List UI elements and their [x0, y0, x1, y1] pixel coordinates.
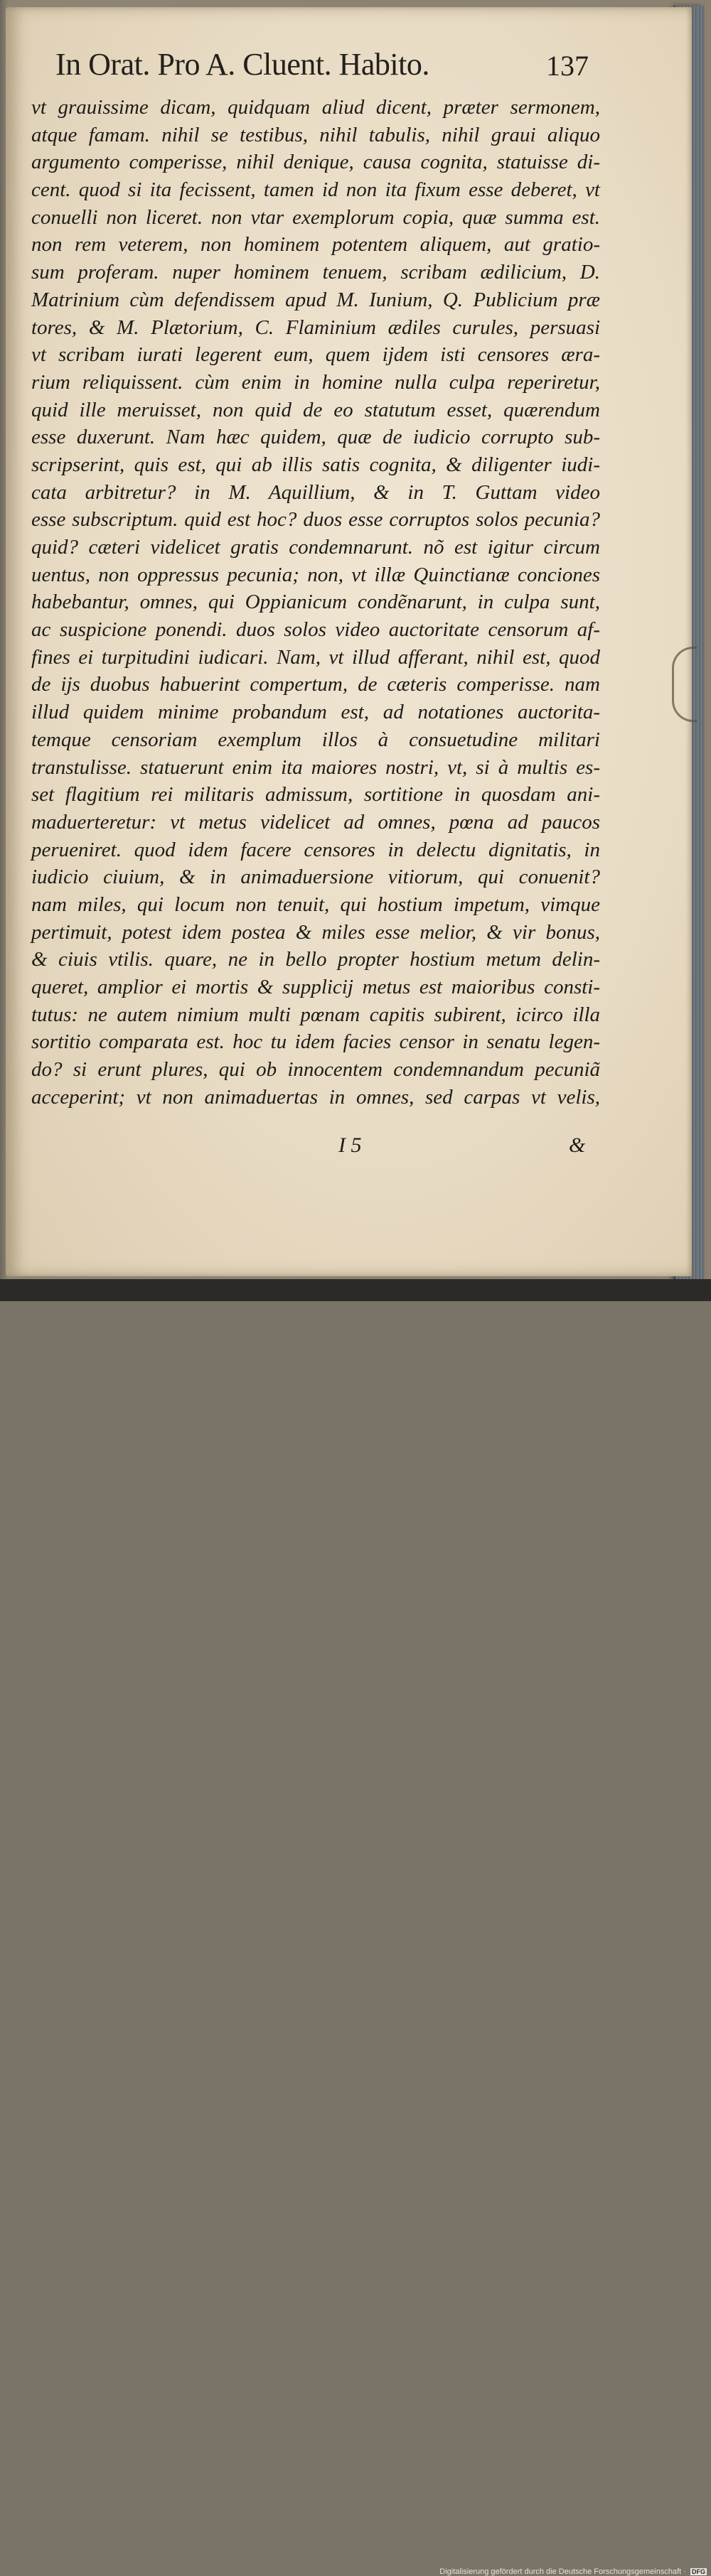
running-head — [55, 46, 589, 86]
text-line: acceperint; vt non animaduertas in omnes, sed carpas vt velis, — [31, 1085, 600, 1109]
text-line: Matrinium cùm defendissem apud M. Iunium, Q. Publicium præ — [31, 288, 600, 311]
text-line: tores, & M. Plætorium, C. Flaminium ædiles curules, persuasi — [31, 316, 600, 339]
text-line: do? si erunt plures, qui ob innocentem condemnandum pecuniã — [31, 1058, 600, 1082]
text-line: temque censoriam exemplum illos à consuetudine militari — [31, 728, 600, 751]
text-line: scripserint, quis est, qui ab illis satis cognita, & diligenter iudi- — [31, 453, 600, 476]
text-line: uentus, non oppressus pecunia; non, vt illæ Quinctianæ conciones — [31, 563, 600, 586]
clasp-mark — [672, 647, 697, 722]
text-line: de ijs duobus habuerint compertum, de cæteris comperisse. nam — [31, 673, 600, 696]
text-line: tutus: ne autem nimium multi pœnam capitis subirent, icirco illa — [31, 1003, 600, 1026]
text-line: habebantur, omnes, qui Oppianicum condẽnarunt, in culpa sunt, — [31, 591, 600, 614]
credit-text: Digitalisierung gefördert durch die Deutsche Forschungsgemeinschaft · — [439, 2567, 686, 2576]
catchword: & — [569, 1133, 586, 1157]
text-line: cata arbitretur? in M. Aquillium, & in T. Guttam video — [31, 480, 600, 504]
digitization-credit — [439, 2567, 707, 2576]
text-line: sortitio comparata est. hoc tu idem facies censor in senatu legen- — [31, 1030, 600, 1054]
text-line: pertimuit, potest idem postea & miles esse melior, & vir bonus, — [31, 920, 600, 944]
text-line: quid ille meruisset, non quid de eo statutum esset, quærendum — [31, 398, 600, 421]
text-line: cent. quod si ita fecissent, tamen id non ita fixum esse deberet, vt — [31, 178, 600, 202]
footer-bar — [0, 1279, 711, 2576]
text-line: set flagitium rei militaris admissum, sortitione in quosdam ani- — [31, 783, 600, 807]
body-text — [31, 94, 600, 1111]
page-title: In Orat. Pro A. Cluent. Habito. — [55, 47, 429, 82]
text-line: transtulisse. statuerunt enim ita maiores nostri, vt, si à multis es- — [31, 755, 600, 779]
text-line: esse subscriptum. quid est hoc? duos esse corruptos solos pecunia? — [31, 508, 600, 532]
text-line: argumento comperisse, nihil denique, causa cognita, statuisse di- — [31, 151, 600, 174]
dfg-logo: DFG — [692, 2568, 705, 2576]
text-line: perueniret. quod idem facere censores in delectu dignitatis, in — [31, 838, 600, 861]
text-line: queret, amplior ei mortis & supplicij metus est maioribus consti- — [31, 976, 600, 998]
text-line: sum proferam. nuper hominem tenuem, scribam ædilicium, D. — [31, 261, 600, 284]
text-line: maduerteretur: vt metus videlicet ad omnes, pœna ad paucos — [31, 810, 600, 834]
text-line: atque famam. nihil se testibus, nihil tabulis, nihil graui aliquo — [31, 123, 600, 146]
text-line: vt scribam iurati legerent eum, quem ijdem isti censores æra- — [31, 343, 600, 367]
text-line: quid? cæteri videlicet gratis condemnarunt. nõ est igitur circum — [31, 536, 600, 559]
text-line: esse duxerunt. Nam hæc quidem, quæ de iudicio corrupto sub- — [31, 426, 600, 449]
page-number: 137 — [546, 50, 589, 82]
text-line: & ciuis vtilis. quare, ne in bello propter hostium metum delin- — [31, 948, 600, 971]
text-line: ac suspicione ponendi. duos solos video auctoritate censorum af- — [31, 618, 600, 642]
signature-mark: I 5 — [338, 1133, 362, 1157]
text-line: rium reliquissent. cùm enim in homine nulla culpa reperiretur, — [31, 370, 600, 394]
text-line: illud quidem minime probandum est, ad notationes auctorita- — [31, 701, 600, 724]
text-line: vt grauissime dicam, quidquam aliud dicent, præter sermonem, — [31, 96, 600, 119]
text-line: conuelli non liceret. non vtar exemplorum copia, quæ summa est. — [31, 205, 600, 229]
text-line: iudicio ciuium, & in animaduersione vitiorum, qui conuenit? — [31, 866, 600, 889]
book-page — [6, 7, 692, 1276]
text-line: non rem veterem, non hominem potentem aliquem, aut gratio- — [31, 233, 600, 257]
text-line: nam miles, qui locum non tenuit, qui hostium impetum, vimque — [31, 893, 600, 916]
text-line: fines ei turpitudini iudicari. Nam, vt illud afferant, nihil est, quod — [31, 645, 600, 669]
